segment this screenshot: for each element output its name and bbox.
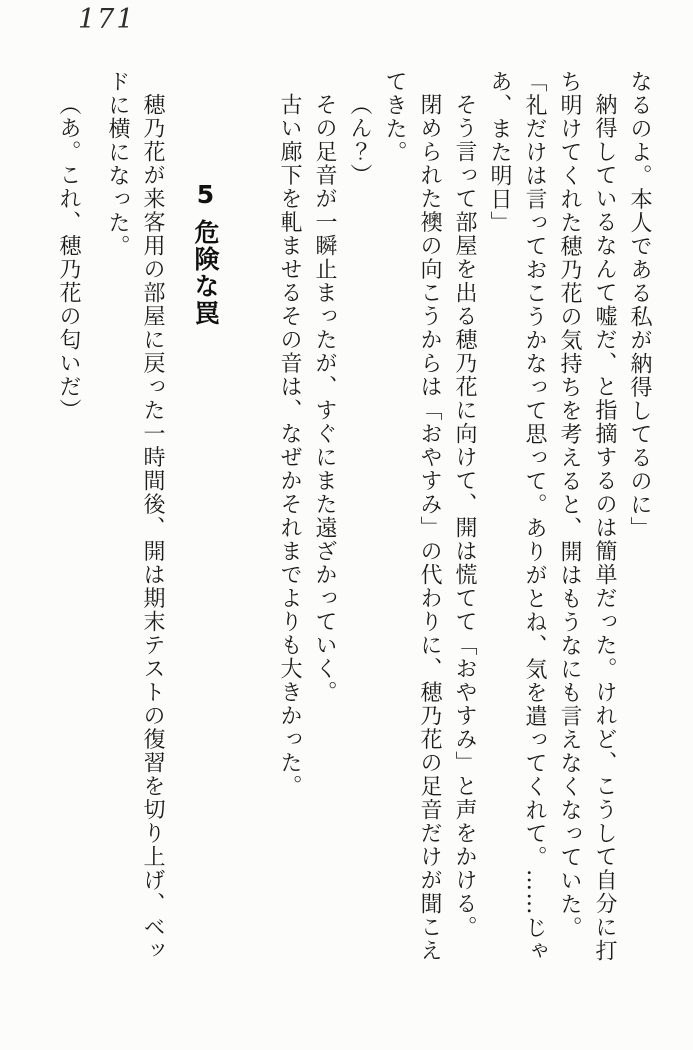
text-column: 納得しているなんて嘘だ、と指摘するのは簡単だった。けれど、こうして自分に打 (592, 93, 617, 963)
text-column: 閉められた襖の向こうからは「おやすみ」の代わりに、穂乃花の足音だけが聞こえ (417, 93, 442, 963)
text-column: あ、また明日」 (487, 70, 512, 235)
text-column: てきた。 (382, 70, 407, 164)
page-number: 171 (78, 4, 136, 35)
chapter-heading (184, 70, 226, 980)
text-column: その足音が一瞬止まったが、すぐにまた遠ざかっていく。 (312, 93, 337, 704)
chapter-number: 5 (191, 180, 220, 211)
chapter-title: 危険な罠 (191, 219, 220, 327)
text-column: ドに横になった。 (105, 70, 130, 258)
text-column: そう言って部屋を出る穂乃花に向けて、開は慌てて「おやすみ」と声をかける。 (452, 93, 477, 939)
text-column: 「礼だけは言っておこうかなって思って。ありがとね、気を遣ってくれて。……じゃ (522, 70, 547, 963)
text-column: ち明けてくれた穂乃花の気持ちを考えると、開はもうなにも言えなくなっていた。 (557, 70, 582, 940)
text-column: 古い廊下を軋ませるその音は、なぜかそれまでよりも大きかった。 (277, 93, 302, 798)
text-column: （ん？） (347, 93, 372, 187)
text-column: なるのよ。本人である私が納得してるのに」 (627, 70, 652, 540)
text-column: （あ。これ、穂乃花の匂いだ） (56, 93, 81, 422)
vertical-text-area (51, 70, 657, 980)
text-column: 穂乃花が来客用の部屋に戻った一時間後、開は期末テストの復習を切り上げ、ベッ (140, 93, 165, 963)
